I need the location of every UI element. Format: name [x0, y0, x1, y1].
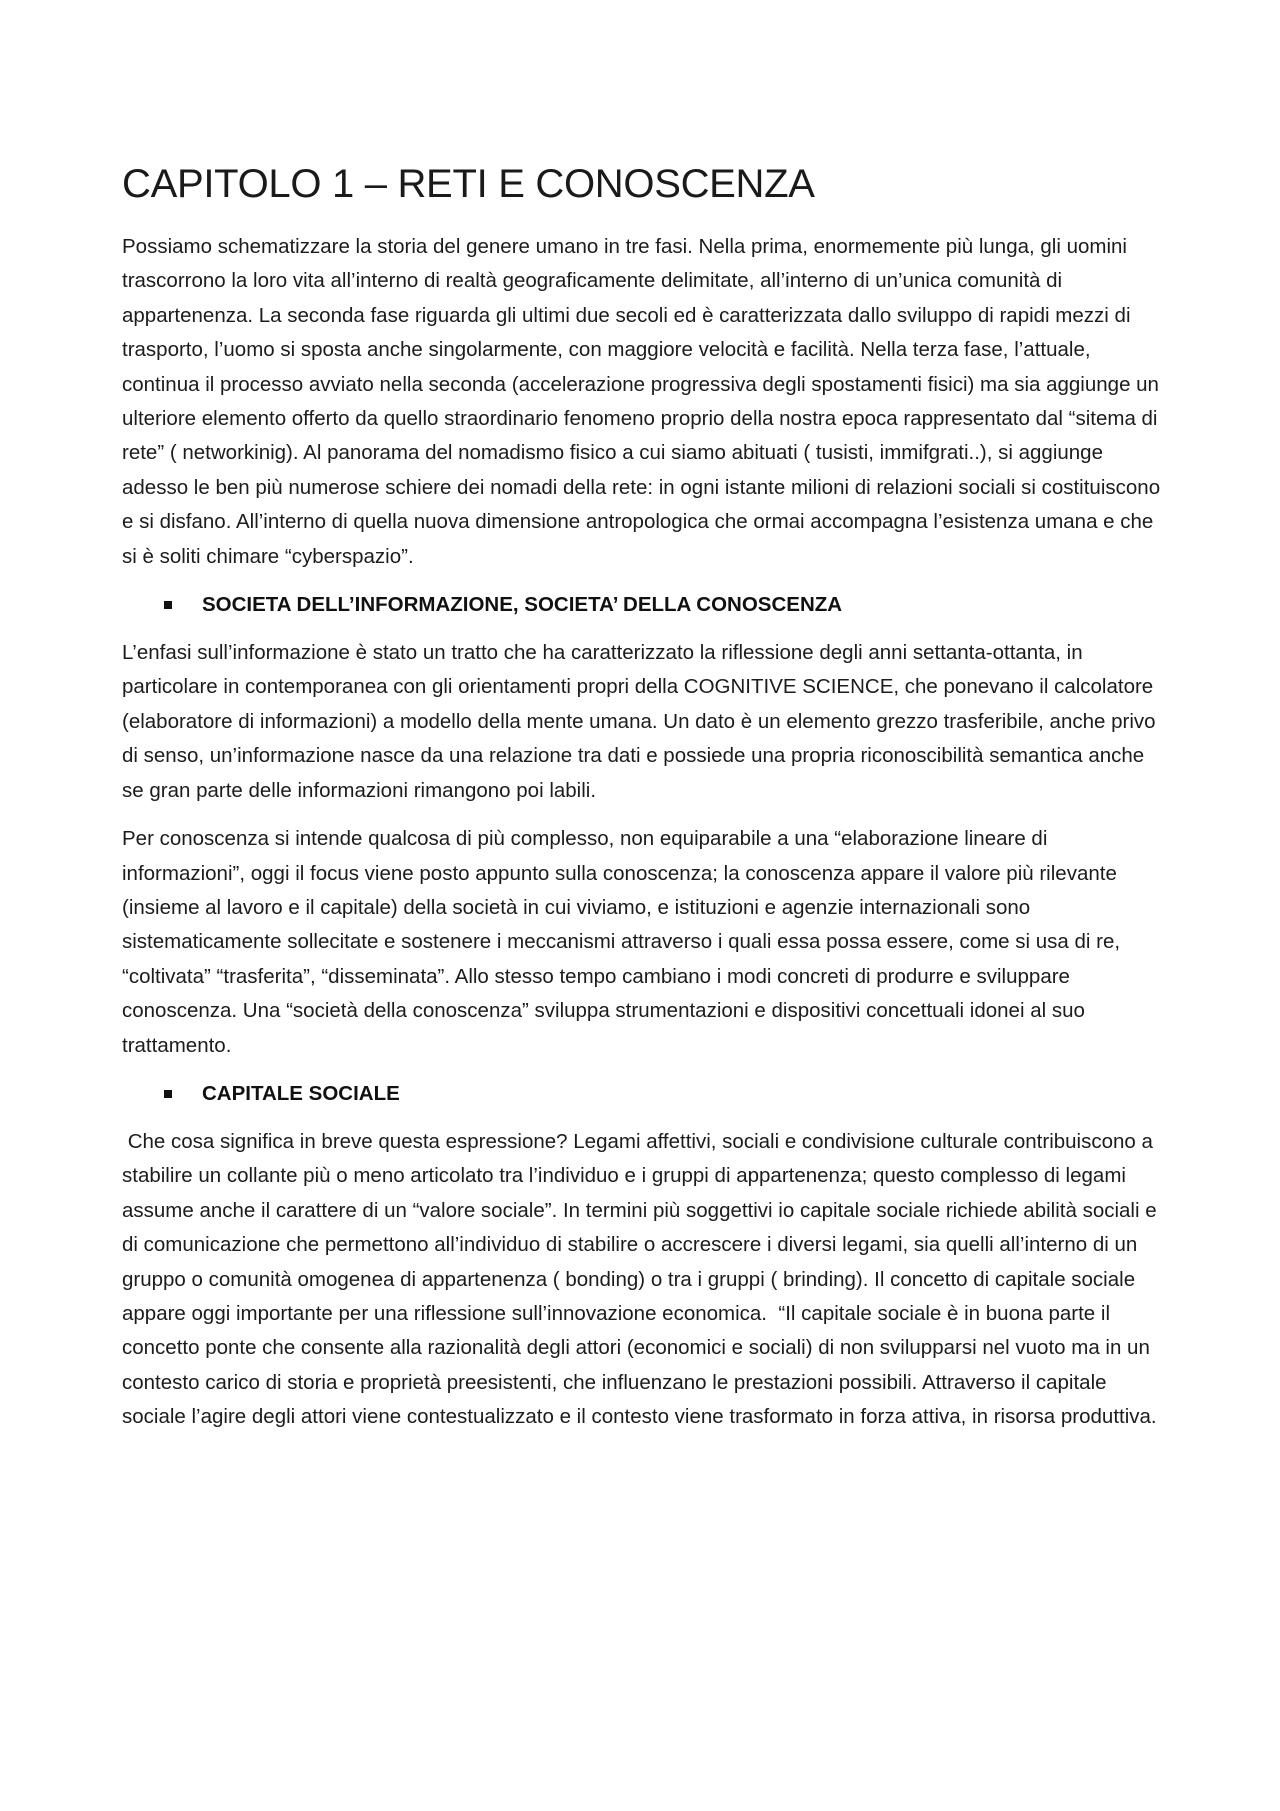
paragraph-information: L’enfasi sull’informazione è stato un tratto che ha caratterizzato la riflessione degli anni settanta-ottanta, in particolare in contemporanea con gli orientamenti propri della COGNITIVE SCIENCE, che ponevano il calcolatore (elaboratore di informazioni) a modello della mente umana. Un dato è un elemento grezzo trasferibile, anche privo di senso, un’informazione nasce da una relazione tra dati e possiede una propria riconoscibilità semantica anche se gran parte delle informazioni rimangono poi labili.: [122, 641, 1156, 802]
section-heading-information-society: [122, 588, 1167, 622]
chapter-title: CAPITOLO 1 – RETI E CONOSCENZA: [122, 162, 815, 206]
section-heading-label: CAPITALE SOCIALE: [202, 1081, 400, 1105]
paragraph-intro: Possiamo schematizzare la storia del genere umano in tre fasi. Nella prima, enormemente più lunga, gli uomini trascorrono la loro vita all’interno di realtà geograficamente delimitate, all’interno di un’unica comunità di appartenenza. La seconda fase riguarda gli ultimi due secoli ed è caratterizzata dallo sviluppo di rapidi mezzi di trasporto, l’uomo si sposta anche singolarmente, con maggiore velocità e facilità. Nella terza fase, l’attuale, continua il processo avviato nella seconda (accelerazione progressiva degli spostamenti fisici) ma sia aggiunge un ulteriore elemento offerto da quello straordinario fenomeno proprio della nostra epoca rappresentato dal “sitema di rete” ( networkinig). Al panorama del nomadismo fisico a cui siamo abituati ( tusisti, immifgrati..), si aggiunge adesso le ben più numerose schiere dei nomadi della rete: in ogni istante milioni di relazioni sociali si costituiscono e si disfano. All’interno di quella nuova dimensione antropologica che ormai accompagna l’esistenza umana e che si è soliti chimare “cyberspazio”.: [122, 235, 1161, 568]
document-page: [122, 160, 1167, 1449]
paragraph-knowledge: Per conoscenza si intende qualcosa di più complesso, non equiparabile a una “elaborazione lineare di informazioni”, oggi il focus viene posto appunto sulla conoscenza; la conoscenza appare il valore più rilevante (insieme al lavoro e il capitale) della società in cui viviamo, e istituzioni e agenzie internazionali sono sistematicamente sollecitate e sostenere i meccanismi attraverso i quali essa possa essere, come si usa di re, “coltivata” “trasferita”, “disseminata”. Allo stesso tempo cambiano i modi concreti di produrre e sviluppare conoscenza. Una “società della conoscenza” sviluppa strumentazioni e dispositivi concettuali idonei al suo trattamento.: [122, 827, 1121, 1057]
square-bullet-icon: [164, 1090, 172, 1098]
section-heading-social-capital: [122, 1077, 1167, 1111]
square-bullet-icon: [164, 601, 172, 609]
paragraph-social-capital: Che cosa significa in breve questa espressione? Legami affettivi, sociali e condivisione culturale contribuiscono a stabilire un collante più o meno articolato tra l’individuo e i gruppi di appartenenza; questo complesso di legami assume anche il carattere di un “valore sociale”. In termini più soggettivi io capitale sociale richiede abilità sociali e di comunicazione che permettono all’individuo di stabilire o accrescere i diversi legami, sia quelli all’interno di un gruppo o comunità omogenea di appartenenza ( bonding) o tra i gruppi ( brinding). Il concetto di capitale sociale appare oggi importante per una riflessione sull’innovazione economica. “Il capitale sociale è in buona parte il concetto ponte che consente alla razionalità degli attori (economici e sociali) di non svilupparsi nel vuoto ma in un contesto carico di storia e proprietà preesistenti, che influenzano le prestazioni possibili. Attraverso il capitale sociale l’agire degli attori viene contestualizzato e il contesto viene trasformato in forza attiva, in risorsa produttiva.: [122, 1129, 1163, 1429]
section-heading-label: SOCIETA DELL’INFORMAZIONE, SOCIETA’ DELLA CONOSCENZA: [202, 593, 843, 617]
